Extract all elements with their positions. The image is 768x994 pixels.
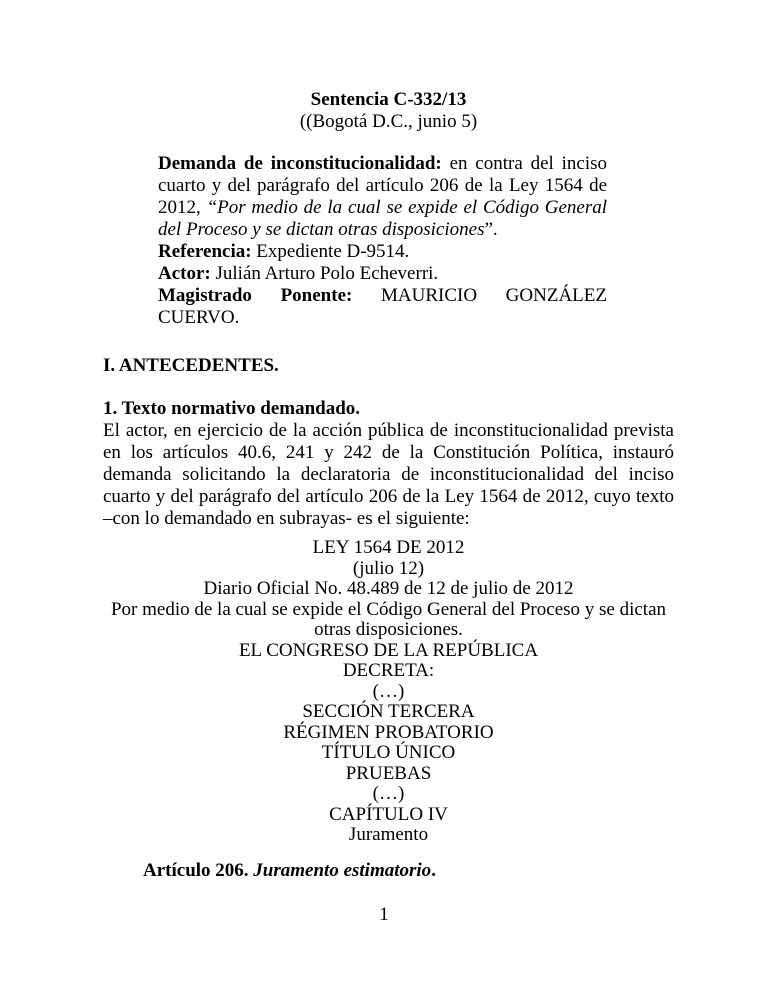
articulo-206-heading	[143, 860, 674, 882]
articulo-number: Artículo 206.	[143, 859, 249, 881]
case-summary-block	[158, 153, 607, 329]
ley-title-line: LEY 1564 DE 2012	[312, 537, 465, 558]
demanda-text: en contra del inciso cuarto y del parágrafo del artículo 206 de la Ley 1564 de 2012,	[158, 153, 607, 218]
ley-pruebas-line: PRUEBAS	[345, 762, 432, 784]
referencia-label: Referencia:	[158, 241, 252, 262]
demanda-paragraph	[158, 153, 607, 241]
ley-ellipsis-line-2: (…)	[372, 783, 405, 804]
ley-date-line: (julio 12)	[352, 557, 425, 579]
ley-ellipsis-line: (…)	[372, 680, 405, 702]
ley-epigraph-line: Por medio de la cual se expide el Código General del Proceso y se dictan otras disposiciones.	[110, 598, 667, 640]
magistrado-label: Magistrado Ponente:	[158, 285, 353, 306]
ley-congreso-line: EL CONGRESO DE LA REPÚBLICA	[238, 639, 539, 661]
referencia-line	[158, 241, 607, 263]
magistrado-value: MAURICIO GONZÁLEZ CUERVO.	[158, 285, 607, 328]
sentence-title: Sentencia C-332/13	[310, 89, 467, 110]
texto-normativo-heading: 1. Texto normativo demandado.	[103, 398, 361, 419]
ley-capitulo-line: CAPÍTULO IV	[329, 803, 448, 825]
antecedentes-heading: I. ANTECEDENTES.	[103, 355, 279, 376]
ley-seccion-line: SECCIÓN TERCERA	[302, 701, 475, 722]
page-number: 1	[379, 904, 389, 925]
demanda-label: Demanda de inconstitucionalidad:	[158, 153, 442, 174]
document-content	[103, 89, 674, 882]
actor-label: Actor:	[158, 263, 211, 284]
ley-quote-block	[103, 538, 674, 846]
ley-juramento-line: Juramento	[348, 824, 429, 845]
ley-titulo-line: TÍTULO ÚNICO	[321, 742, 456, 763]
articulo-title: Juramento estimatorio	[248, 859, 432, 881]
magistrado-line	[158, 285, 607, 329]
ley-diario-oficial-line: Diario Oficial No. 48.489 de 12 de julio de 2012	[203, 578, 574, 599]
articulo-period: .	[431, 859, 436, 881]
actor-value: Julián Arturo Polo Echeverri.	[210, 263, 439, 284]
referencia-value: Expediente D-9514.	[251, 241, 410, 262]
demanda-quote-close: ”.	[484, 219, 498, 240]
texto-normativo-paragraph: El actor, en ejercicio de la acción pública de inconstitucionalidad prevista en los artículos 40.6, 241 y 242 de la Constitución Política, instauró demanda solicitando la declaratoria de inconstitucionalidad del inciso cuarto y del parágrafo del artículo 206 de la Ley 1564 de 2012, cuyo texto –con lo demandado en subrayas- es el siguiente:	[103, 420, 674, 529]
actor-line	[158, 263, 607, 285]
sentence-date-line: ((Bogotá D.C., junio 5)	[299, 111, 478, 132]
ley-regimen-line: RÉGIMEN PROBATORIO	[283, 721, 494, 743]
ley-decreta-line: DECRETA:	[342, 660, 435, 681]
demanda-quote: “Por medio de la cual se expide el Código General del Proceso y se dictan otras disposiciones	[158, 197, 608, 240]
